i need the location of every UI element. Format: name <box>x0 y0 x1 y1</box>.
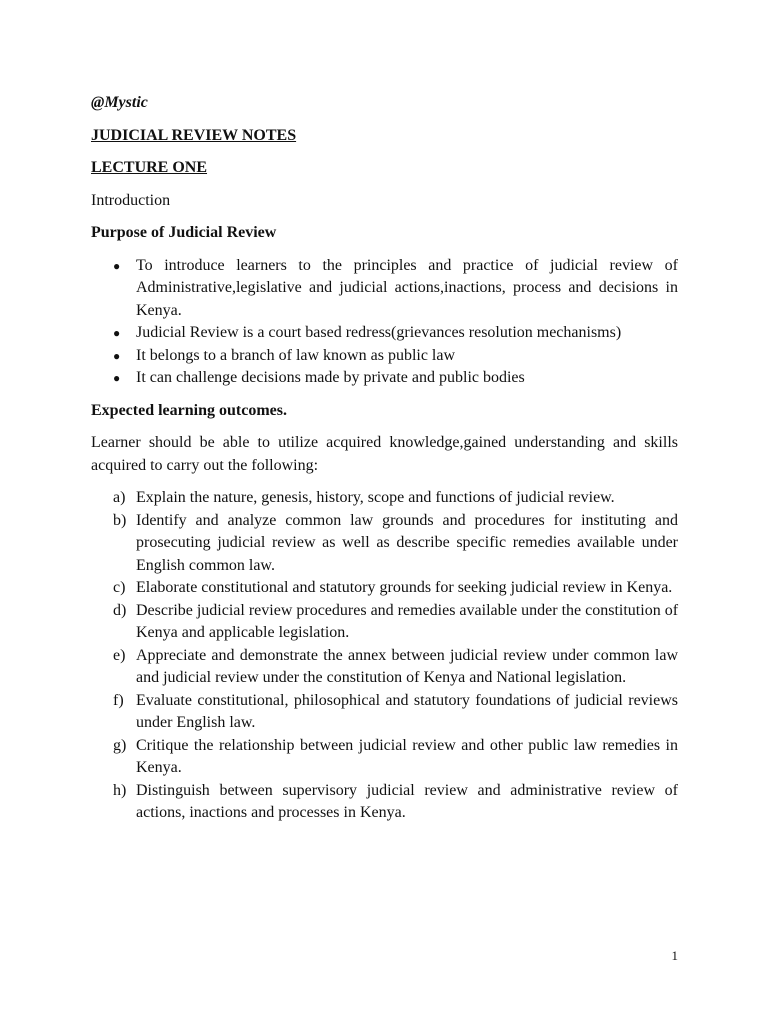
outcome-text: Describe judicial review procedures and remedies available under the constitution of Kenya and applicable legislation. <box>136 601 679 641</box>
lecture-title: LECTURE ONE <box>91 159 208 176</box>
bullet-icon: ● <box>113 371 121 385</box>
outcome-item <box>91 735 678 780</box>
purpose-item-text: It belongs to a branch of law known as public law <box>136 346 456 364</box>
outcome-item <box>91 690 678 735</box>
introduction-label: Introduction <box>91 191 171 209</box>
outcome-item <box>91 487 678 510</box>
outcome-marker: g) <box>113 736 127 754</box>
outcome-item <box>91 510 678 578</box>
outcomes-intro: Learner should be able to utilize acquired knowledge,gained understanding and skills acquired to carry out the following: <box>91 434 678 474</box>
purpose-item <box>91 345 678 368</box>
outcome-marker: d) <box>113 601 127 619</box>
outcome-text: Appreciate and demonstrate the annex between judicial review under common law and judicial review under the constitution of Kenya and National legislation. <box>136 646 678 686</box>
outcome-item <box>91 780 678 825</box>
outcome-text: Evaluate constitutional, philosophical and statutory foundations of judicial reviews under English law. <box>136 691 678 731</box>
purpose-item <box>91 322 678 345</box>
purpose-item <box>91 367 678 390</box>
purpose-item <box>91 255 678 323</box>
bullet-icon: ● <box>113 326 121 340</box>
author-handle: @Mystic <box>91 94 148 111</box>
purpose-item-text: It can challenge decisions made by private and public bodies <box>136 369 525 386</box>
purpose-heading: Purpose of Judicial Review <box>91 224 277 241</box>
outcomes-list <box>91 487 678 825</box>
outcomes-heading: Expected learning outcomes. <box>91 401 287 419</box>
outcome-marker: c) <box>113 579 126 596</box>
outcome-item <box>91 577 678 600</box>
outcome-item <box>91 600 678 645</box>
outcome-text: Explain the nature, genesis, history, scope and functions of judicial review. <box>136 489 615 506</box>
page-number: 1 <box>671 948 678 963</box>
outcome-text: Elaborate constitutional and statutory grounds for seeking judicial review in Kenya. <box>136 579 673 596</box>
outcome-marker: b) <box>113 511 127 529</box>
purpose-item-text: To introduce learners to the principles and practice of judicial review of Administrative,legislative and judicial actions,inactions, process and decisions in Kenya. <box>136 256 678 319</box>
outcome-text: Distinguish between supervisory judicial review and administrative review of actions, inactions and processes in Kenya. <box>136 781 678 821</box>
outcome-marker: f) <box>113 691 124 709</box>
document-title: JUDICIAL REVIEW NOTES <box>91 126 297 144</box>
bullet-icon: ● <box>113 348 121 363</box>
purpose-list <box>91 255 678 390</box>
outcome-text: Identify and analyze common law grounds and procedures for instituting and prosecuting judicial review as well as describe specific remedies available under English common law. <box>136 511 678 574</box>
outcome-item <box>91 645 678 690</box>
outcome-text: Critique the relationship between judicial review and other public law remedies in Kenya. <box>136 736 678 776</box>
outcome-marker: e) <box>113 646 126 664</box>
bullet-icon: ● <box>113 258 121 273</box>
document-page <box>91 92 678 825</box>
outcome-marker: a) <box>113 489 126 506</box>
outcome-marker: h) <box>113 781 127 799</box>
purpose-item-text: Judicial Review is a court based redress(grievances resolution mechanisms) <box>136 324 622 341</box>
